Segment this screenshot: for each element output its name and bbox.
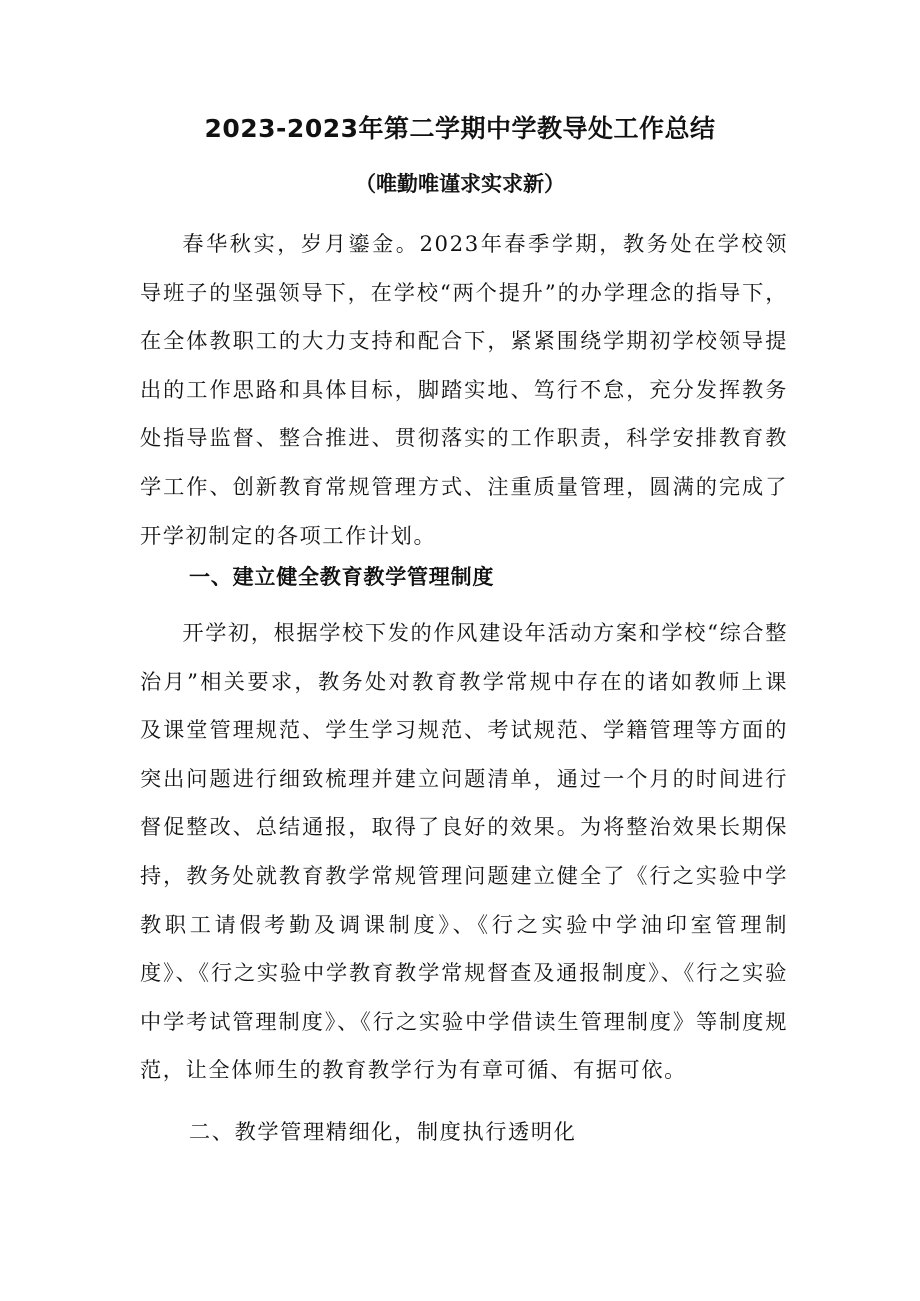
document-title: 2023-2023年第二学期中学教导处工作总结 bbox=[204, 114, 716, 143]
section-heading-1: 一、建立健全教育教学管理制度 bbox=[189, 565, 495, 589]
body-paragraph-2: 开学初，根据学校下发的作风建设年活动方案和学校“综合整治月”相关要求，教务处对教育教学常规中存在的诸如教师上课及课堂管理规范、学生学习规范、考试规范、学籍管理等方面的突出问题进行细致梳理并建立问题清单，通过一个月的时间进行督促整改、总结通报，取得了良好的效果。为将整治效果长期保持，教务处就教育教学常规管理问题建立健全了《行之实验中学教职工请假考勤及调课制度》、《行之实验中学油印室管理制度》、《行之实验中学教育教学常规督查及通报制度》、《行之实验中学考试管理制度》、《行之实验中学借读生管理制度》等制度规范，让全体师生的教育教学行为有章可循、有据可依。 bbox=[140, 620, 788, 1083]
section-heading-2: 二、教学管理精细化，制度执行透明化 bbox=[189, 1119, 577, 1144]
body-paragraph-1: 春华秋实，岁月鎏金。2023年春季学期，教务处在学校领导班子的坚强领导下，在学校“两个提升”的办学理念的指导下，在全体教职工的大力支持和配合下，紧紧围绕学期初学校领导提出的工作思路和具体目标，脚踏实地、笃行不怠，充分发挥教务处指导监督、整合推进、贯彻落实的工作职责，科学安排教育教学工作、创新教育常规管理方式、注重质量管理，圆满的完成了开学初制定的各项工作计划。 bbox=[140, 231, 788, 548]
document-subtitle: （唯勤唯谨求实求新） bbox=[355, 172, 565, 196]
